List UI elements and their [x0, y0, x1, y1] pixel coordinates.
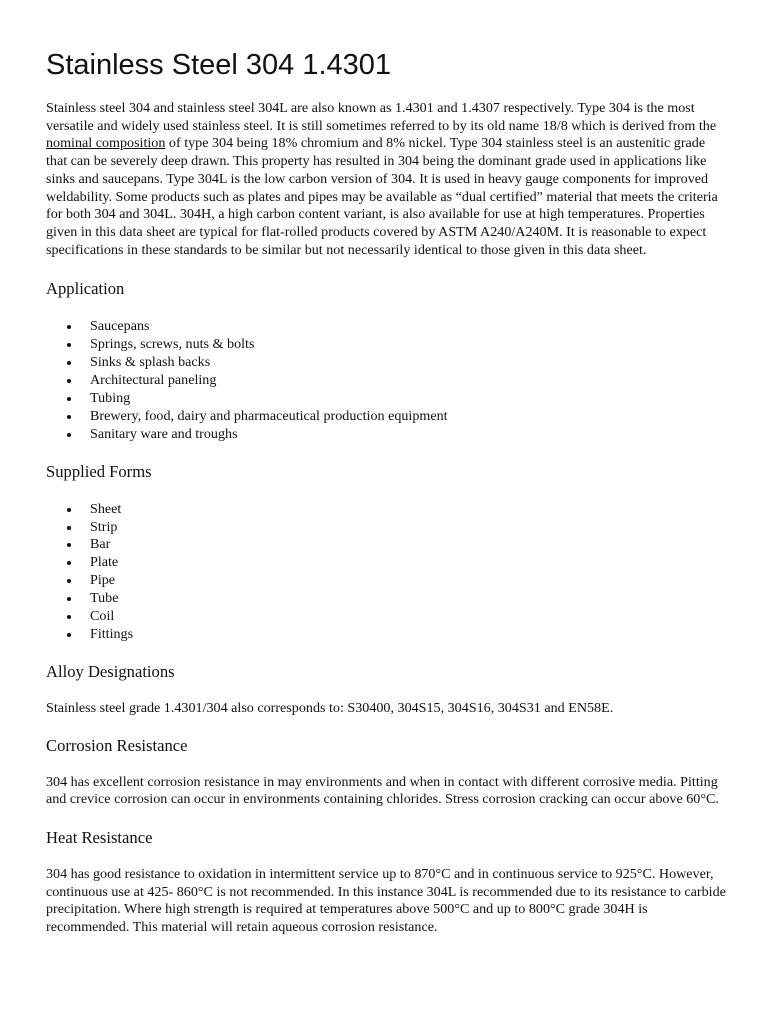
list-item: Strip: [46, 519, 726, 537]
heat-resistance-text: 304 has good resistance to oxidation in intermittent service up to 870°C and in continuous service to 925°C. However, continuous use at 425- 860°C is not recommended. In this instance 304L is recommended due to its resistance to carbide precipitation. Where high strength is required at temperatures above 500°C and up to 800°C grade 304H is recommended. This material will retain aqueous corrosion resistance.: [46, 866, 726, 936]
bullet-icon: [67, 343, 71, 347]
list-item: Tube: [46, 590, 726, 608]
alloy-designations-text: Stainless steel grade 1.4301/304 also corresponds to: S30400, 304S15, 304S16, 304S31 and EN58E.: [46, 699, 614, 716]
intro-paragraph: [46, 100, 726, 259]
corrosion-resistance-heading: Corrosion Resistance: [46, 735, 188, 755]
list-item: Bar: [46, 536, 726, 554]
bullet-icon: [67, 615, 71, 619]
intro-text-start: Stainless steel 304 and stainless steel 304L are also known as 1.4301 and 1.4307 respectively. Type 304 is the most versatile and widely used stainless steel. It is still sometimes referred to by its old name 18/8 which is derived from the: [46, 100, 717, 134]
list-item: Sheet: [46, 501, 726, 519]
list-item: Springs, screws, nuts & bolts: [46, 336, 726, 354]
bullet-icon: [67, 597, 71, 601]
heat-resistance-heading: Heat Resistance: [46, 828, 153, 848]
list-item: Sanitary ware and troughs: [46, 426, 726, 444]
list-item: Tubing: [46, 390, 726, 408]
bullet-icon: [67, 561, 71, 565]
bullet-icon: [67, 633, 71, 637]
intro-text-end: of type 304 being 18% chromium and 8% nickel. Type 304 stainless steel is an austenitic grade that can be severely deep drawn. This property has resulted in 304 being the dominant grade used in applications like sinks and saucepans. Type 304L is the low carbon version of 304. It is used in heavy gauge components for improved weldability. Some products such as plates and pipes may be available as “dual certified” material that meets the criteria for both 304 and 304L. 304H, a high carbon content variant, is also available for use at high temperatures. Properties given in this data sheet are typical for flat-rolled products covered by ASTM A240/A240M. It is reasonable to expect specifications in these standards to be similar but not necessarily identical to those given in this data sheet.: [46, 135, 718, 258]
document-page: [46, 48, 726, 937]
bullet-icon: [67, 526, 71, 530]
bullet-icon: [67, 433, 71, 437]
bullet-icon: [67, 543, 71, 547]
supplied-forms-heading: Supplied Forms: [46, 461, 152, 481]
list-item: Coil: [46, 608, 726, 626]
list-item: Fittings: [46, 626, 726, 644]
bullet-icon: [67, 361, 71, 365]
corrosion-resistance-text: 304 has excellent corrosion resistance in may environments and when in contact with different corrosive media. Pitting and crevice corrosion can occur in environments containing chlorides. Stress corrosion cracking can occur above 60°C.: [46, 773, 719, 808]
nominal-composition-link[interactable]: nominal composition: [46, 135, 166, 152]
application-heading: Application: [46, 279, 125, 299]
list-item: Sinks & splash backs: [46, 354, 726, 372]
bullet-icon: [67, 397, 71, 401]
list-item: Pipe: [46, 572, 726, 590]
alloy-designations-heading: Alloy Designations: [46, 661, 175, 681]
application-list: [46, 318, 726, 443]
bullet-icon: [67, 325, 71, 329]
bullet-icon: [67, 508, 71, 512]
list-item: Brewery, food, dairy and pharmaceutical production equipment: [46, 408, 726, 426]
bullet-icon: [67, 415, 71, 419]
list-item: Plate: [46, 554, 726, 572]
list-item: Architectural paneling: [46, 372, 726, 390]
bullet-icon: [67, 579, 71, 583]
page-title: Stainless Steel 304 1.4301: [46, 49, 392, 81]
bullet-icon: [67, 379, 71, 383]
list-item: Saucepans: [46, 318, 726, 336]
supplied-forms-list: [46, 501, 726, 644]
